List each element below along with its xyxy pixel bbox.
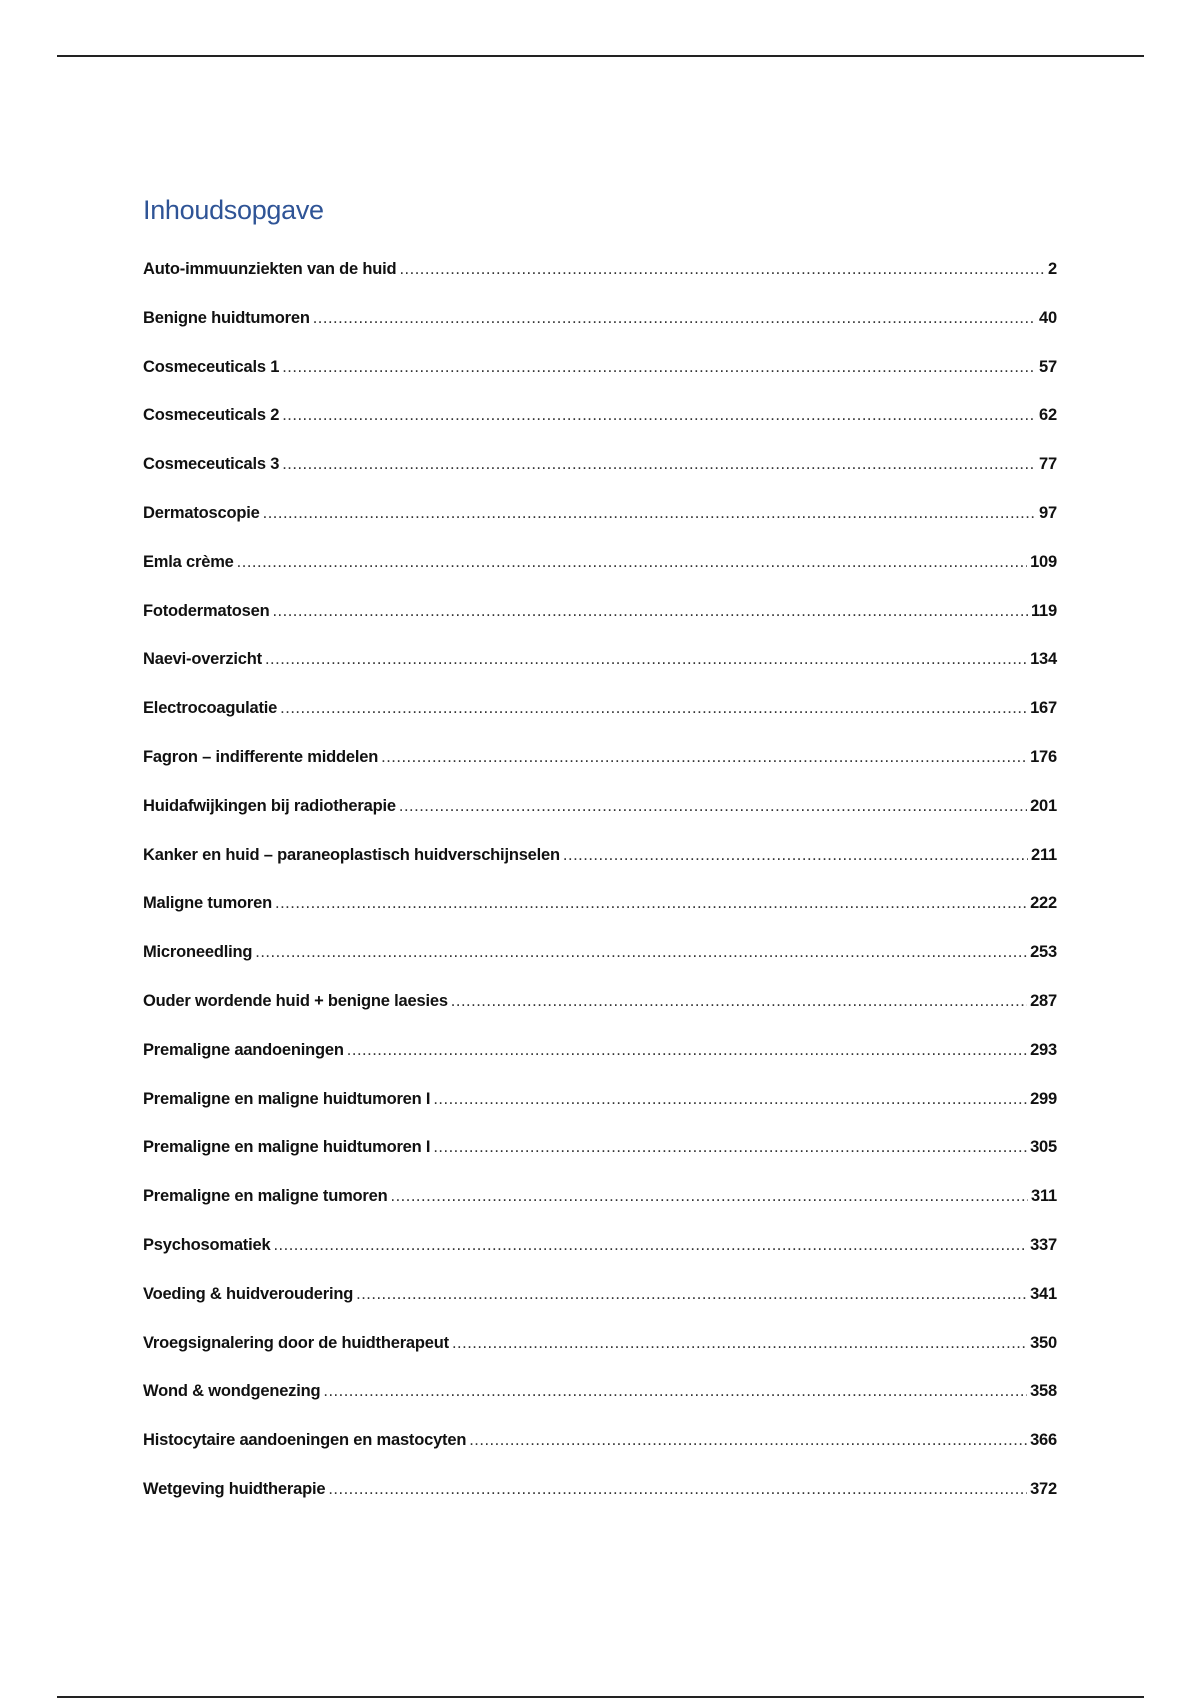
toc-entry-label: Naevi-overzicht: [143, 650, 262, 669]
toc-entry-label: Ouder wordende huid + benigne laesies: [143, 991, 448, 1010]
toc-dot-leader: [280, 699, 1027, 718]
toc-entry-label: Kanker en huid – paraneoplastisch huidverschijnselen: [143, 845, 560, 864]
toc-entry[interactable]: [143, 1382, 1057, 1431]
toc-entry-label: Huidafwijkingen bij radiotherapie: [143, 796, 396, 815]
toc-entry[interactable]: [143, 1285, 1057, 1334]
toc-entry[interactable]: [143, 309, 1057, 358]
toc-dot-leader: [328, 1480, 1027, 1499]
toc-entry-page-number: 358: [1030, 1382, 1057, 1401]
toc-entry-label: Auto-immuunziekten van de huid: [143, 260, 397, 278]
toc-entry-label: Electrocoagulatie: [143, 699, 278, 718]
toc-entry-page-number: 311: [1030, 1187, 1057, 1206]
toc-entry-page-number: 372: [1030, 1479, 1057, 1498]
toc-entry[interactable]: [143, 1431, 1057, 1480]
toc-entry-label: Premaligne en maligne huidtumoren I: [143, 1138, 431, 1157]
toc-entry-page-number: 119: [1030, 601, 1057, 620]
toc-entry-page-number: 97: [1039, 503, 1057, 522]
toc-entry-label: Maligne tumoren: [143, 894, 273, 913]
toc-entry-page-number: 337: [1030, 1235, 1057, 1254]
toc-entry-page-number: 40: [1039, 308, 1057, 327]
toc-entry[interactable]: [143, 894, 1057, 943]
toc-dot-leader: [381, 748, 1027, 767]
toc-entry-label: Premaligne en maligne huidtumoren I: [143, 1089, 431, 1108]
toc-dot-leader: [433, 1138, 1027, 1157]
toc-entry-page-number: 176: [1030, 747, 1057, 766]
toc-entry[interactable]: [143, 992, 1057, 1041]
toc-entry-label: Premaligne aandoeningen: [143, 1040, 344, 1059]
toc-entry-page-number: 299: [1030, 1089, 1057, 1108]
toc-entry[interactable]: [143, 846, 1057, 895]
toc-entry-page-number: 201: [1030, 796, 1057, 815]
toc-dot-leader: [263, 504, 1036, 523]
toc-list: [143, 260, 1057, 1529]
toc-dot-leader: [282, 406, 1036, 425]
toc-entry[interactable]: [143, 602, 1057, 651]
toc-entry[interactable]: [143, 797, 1057, 846]
footer-rule: [57, 1696, 1144, 1698]
toc-entry[interactable]: [143, 1187, 1057, 1236]
toc-entry-label: Wond & wondgenezing: [143, 1382, 321, 1401]
toc-entry[interactable]: [143, 943, 1057, 992]
toc-entry[interactable]: [143, 1090, 1057, 1139]
toc-entry-label: Microneedling: [143, 943, 253, 962]
header-rule: [57, 55, 1144, 57]
toc-entry[interactable]: [143, 1138, 1057, 1187]
toc-dot-leader: [399, 797, 1027, 816]
toc-entry-label: Fotodermatosen: [143, 601, 270, 620]
toc-entry-page-number: 62: [1039, 406, 1057, 425]
toc-entry-label: Psychosomatiek: [143, 1235, 271, 1254]
toc-dot-leader: [255, 943, 1027, 962]
toc-entry[interactable]: [143, 1041, 1057, 1090]
toc-entry[interactable]: [143, 553, 1057, 602]
toc-dot-leader: [347, 1041, 1027, 1060]
toc-dot-leader: [282, 455, 1036, 474]
toc-entry[interactable]: [143, 699, 1057, 748]
toc-dot-leader: [323, 1382, 1027, 1401]
toc-entry[interactable]: [143, 650, 1057, 699]
toc-entry[interactable]: [143, 1236, 1057, 1285]
toc-entry-page-number: 167: [1030, 699, 1057, 718]
table-of-contents: [143, 190, 1057, 1529]
toc-dot-leader: [451, 992, 1027, 1011]
toc-entry-label: Benigne huidtumoren: [143, 308, 310, 327]
toc-entry-page-number: 341: [1030, 1284, 1057, 1303]
toc-dot-leader: [399, 260, 1045, 279]
toc-entry-label: Voeding & huidveroudering: [143, 1284, 354, 1303]
toc-entry-page-number: 211: [1030, 845, 1057, 864]
toc-dot-leader: [237, 553, 1027, 572]
toc-dot-leader: [273, 1236, 1027, 1255]
toc-entry-label: Cosmeceuticals 3: [143, 455, 280, 474]
toc-entry[interactable]: [143, 406, 1057, 455]
toc-entry-label: Fagron – indifferente middelen: [143, 747, 379, 766]
toc-entry-page-number: 253: [1030, 943, 1057, 962]
toc-entry-page-number: 305: [1030, 1138, 1057, 1157]
toc-entry-page-number: 134: [1030, 650, 1057, 669]
toc-entry-page-number: 2: [1048, 260, 1057, 278]
toc-entry-label: Histocytaire aandoeningen en mastocyten: [143, 1431, 467, 1450]
toc-entry-page-number: 57: [1039, 357, 1057, 376]
toc-dot-leader: [356, 1285, 1027, 1304]
toc-entry-page-number: 350: [1030, 1333, 1057, 1352]
toc-dot-leader: [563, 846, 1028, 865]
toc-entry[interactable]: [143, 358, 1057, 407]
toc-entry-label: Dermatoscopie: [143, 503, 260, 522]
toc-entry-page-number: 77: [1039, 455, 1057, 474]
toc-entry[interactable]: [143, 260, 1057, 309]
toc-dot-leader: [265, 650, 1027, 669]
toc-entry[interactable]: [143, 748, 1057, 797]
toc-dot-leader: [391, 1187, 1028, 1206]
toc-dot-leader: [469, 1431, 1027, 1450]
toc-entry-label: Premaligne en maligne tumoren: [143, 1187, 388, 1206]
toc-entry-page-number: 222: [1030, 894, 1057, 913]
toc-entry[interactable]: [143, 1334, 1057, 1383]
toc-title: Inhoudsopgave: [143, 195, 324, 225]
toc-entry-label: Cosmeceuticals 2: [143, 406, 280, 425]
toc-entry[interactable]: [143, 1480, 1057, 1529]
toc-entry[interactable]: [143, 455, 1057, 504]
toc-dot-leader: [452, 1334, 1027, 1353]
toc-dot-leader: [433, 1090, 1027, 1109]
toc-entry-page-number: 366: [1030, 1431, 1057, 1450]
toc-entry-page-number: 293: [1030, 1040, 1057, 1059]
toc-entry-page-number: 109: [1030, 552, 1057, 571]
toc-dot-leader: [282, 358, 1036, 377]
toc-entry-label: Vroegsignalering door de huidtherapeut: [143, 1333, 449, 1352]
toc-entry-label: Wetgeving huidtherapie: [143, 1479, 326, 1498]
toc-dot-leader: [313, 309, 1036, 328]
toc-entry[interactable]: [143, 504, 1057, 553]
toc-dot-leader: [272, 602, 1028, 621]
toc-entry-label: Emla crème: [143, 552, 234, 571]
toc-entry-label: Cosmeceuticals 1: [143, 357, 280, 376]
toc-dot-leader: [275, 894, 1027, 913]
toc-entry-page-number: 287: [1030, 991, 1057, 1010]
